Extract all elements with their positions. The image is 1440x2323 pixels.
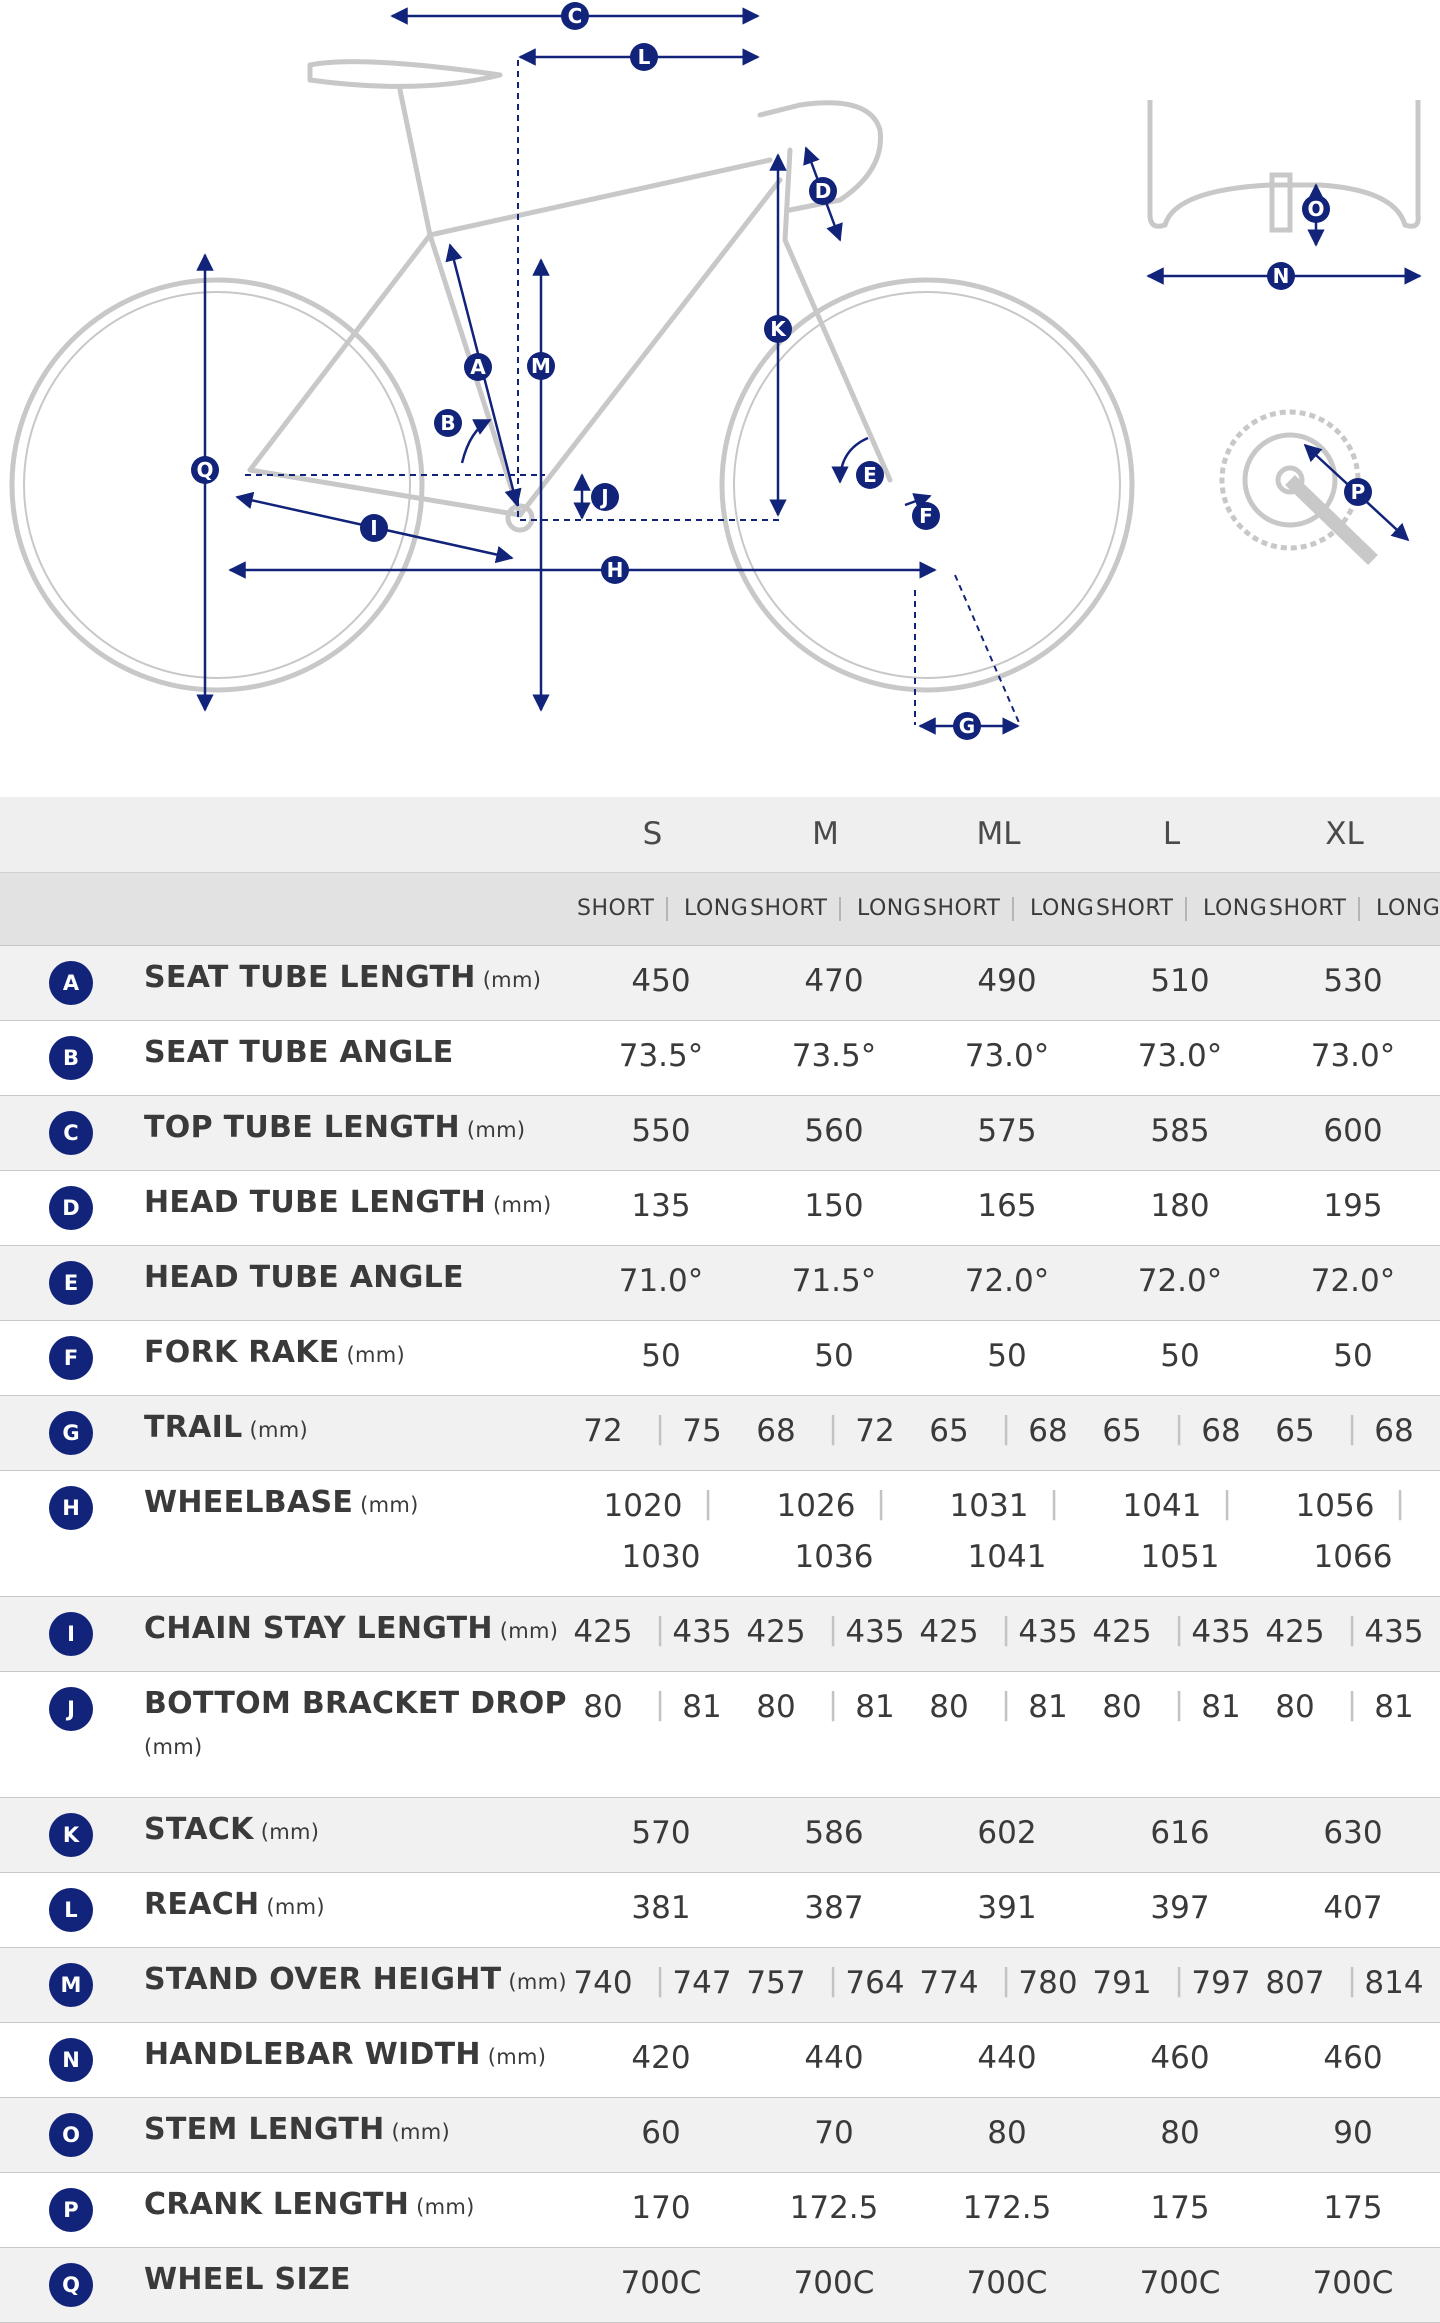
row-label	[144, 2187, 475, 2222]
cell-value: 65	[1275, 1413, 1315, 1449]
subheader-divider	[839, 897, 841, 921]
dimension-label-letter: C	[567, 4, 583, 28]
cell-value: 72.0°	[964, 1263, 1050, 1299]
cell-value: 73.5°	[791, 1038, 877, 1074]
cell-divider: |	[1173, 1411, 1185, 1446]
cell-value: 425	[1092, 1614, 1152, 1650]
cell-value: 1056	[1295, 1488, 1375, 1524]
size-header-s: S	[642, 816, 663, 852]
dimension-label-letter: L	[637, 45, 651, 69]
dimension-label-i	[360, 514, 388, 542]
dimension-label-letter: F	[919, 504, 933, 528]
cell-value: 1036	[794, 1539, 874, 1575]
dimension-label-letter: D	[814, 179, 832, 203]
cell-divider: |	[1173, 1612, 1185, 1647]
cell-value: 1020	[603, 1488, 683, 1524]
cell-value: 586	[804, 1815, 864, 1851]
cell-value: 1026	[776, 1488, 856, 1524]
dimension-label-letter: N	[1272, 264, 1290, 288]
cell-divider: |	[827, 1612, 839, 1647]
cell-value: 470	[804, 963, 864, 999]
cell-value: 72.0°	[1137, 1263, 1223, 1299]
cell-divider: |	[827, 1687, 839, 1722]
cell-divider: |	[654, 1687, 666, 1722]
dimension-label-letter: H	[606, 558, 624, 582]
cell-value: 172.5	[962, 2190, 1052, 2226]
dimension-label-letter: J	[601, 485, 609, 509]
row-letter-badge: G	[49, 1411, 93, 1455]
subheader-long: LONG	[1030, 896, 1095, 921]
cell-divider: |	[1000, 1687, 1012, 1722]
dimension-label-g	[953, 712, 981, 740]
reference-lines	[245, 60, 1020, 725]
cell-divider: |	[1000, 1963, 1012, 1998]
cell-divider: |	[1000, 1411, 1012, 1446]
row-label-text: SEAT TUBE LENGTH	[144, 960, 476, 995]
row-label	[144, 1110, 525, 1145]
row-label-text: CHAIN STAY LENGTH	[144, 1611, 493, 1646]
cell-divider: |	[654, 1411, 666, 1446]
cell-value: 460	[1323, 2040, 1383, 2076]
cell-value: 700C	[793, 2265, 875, 2301]
dimension-label-m	[527, 352, 555, 380]
row-letter-badge: I	[49, 1612, 93, 1656]
cell-value: 71.0°	[618, 1263, 704, 1299]
cell-divider: |	[1346, 1687, 1358, 1722]
cell-value: 510	[1150, 963, 1210, 999]
cell-value: 420	[631, 2040, 691, 2076]
cell-value: 791	[1092, 1965, 1152, 2001]
row-label	[144, 1260, 464, 1295]
cell-value: 460	[1150, 2040, 1210, 2076]
row-letter-badge: C	[49, 1111, 93, 1155]
cell-value: 740	[573, 1965, 633, 2001]
cell-value: 435	[1191, 1614, 1251, 1650]
cell-divider: |	[1394, 1486, 1406, 1521]
cell-value: 1066	[1313, 1539, 1393, 1575]
geometry-rows	[0, 946, 1440, 2323]
cell-value: 435	[672, 1614, 732, 1650]
cell-value: 50	[987, 1338, 1027, 1374]
cell-value: 65	[929, 1413, 969, 1449]
cell-value: 50	[641, 1338, 681, 1374]
cell-value: 80	[1102, 1689, 1142, 1725]
subheader-short: SHORT	[750, 896, 828, 921]
cell-value: 780	[1018, 1965, 1078, 2001]
cell-value: 397	[1150, 1890, 1210, 1926]
cell-value: 630	[1323, 1815, 1383, 1851]
subheader-short: SHORT	[923, 896, 1001, 921]
row-letter-badge: B	[49, 1036, 93, 1080]
cell-divider: |	[1221, 1486, 1233, 1521]
cell-value: 550	[631, 1113, 691, 1149]
cell-value: 72	[855, 1413, 895, 1449]
dimension-label-letter: G	[958, 714, 976, 738]
subheader-short: SHORT	[1096, 896, 1174, 921]
dimension-label-d	[809, 177, 837, 205]
cell-value: 68	[756, 1413, 796, 1449]
cell-value: 407	[1323, 1890, 1383, 1926]
dimension-label-letter: K	[770, 317, 786, 341]
row-unit: (mm)	[144, 1735, 203, 1759]
cell-value: 435	[1018, 1614, 1078, 1650]
row-label	[144, 1686, 567, 1759]
geometry-row-k	[0, 1798, 1440, 1873]
cell-value: 757	[746, 1965, 806, 2001]
cell-value: 80	[756, 1689, 796, 1725]
subheader-long: LONG	[1203, 896, 1268, 921]
row-label-text: BOTTOM BRACKET DROP	[144, 1686, 567, 1721]
row-label	[144, 2112, 450, 2147]
cell-value: 381	[631, 1890, 691, 1926]
dimension-label-b	[434, 409, 462, 437]
cell-value: 575	[977, 1113, 1037, 1149]
cell-value: 73.0°	[1137, 1038, 1223, 1074]
geometry-row-m	[0, 1948, 1440, 2023]
geometry-row-a	[0, 946, 1440, 1021]
cell-divider: |	[1346, 1411, 1358, 1446]
size-header-l: L	[1162, 816, 1181, 852]
cell-value: 150	[804, 1188, 864, 1224]
subheader-long: LONG	[1376, 896, 1440, 921]
row-letter-badge: E	[49, 1261, 93, 1305]
cell-value: 65	[1102, 1413, 1142, 1449]
subheader-divider	[666, 897, 668, 921]
row-label-text: HANDLEBAR WIDTH	[144, 2037, 481, 2072]
cell-value: 68	[1374, 1413, 1414, 1449]
row-letter-badge: K	[49, 1813, 93, 1857]
row-unit: (mm)	[339, 1343, 406, 1367]
handlebar-inset-drawing	[1150, 100, 1418, 230]
cell-value: 195	[1323, 1188, 1383, 1224]
row-unit: (mm)	[501, 1970, 567, 1994]
dimension-label-a	[464, 353, 492, 381]
size-header-row	[0, 797, 1440, 873]
cell-value: 570	[631, 1815, 691, 1851]
size-header-ml: ML	[976, 816, 1021, 852]
subheader-long: LONG	[857, 896, 922, 921]
row-letter-badge: M	[49, 1963, 93, 2007]
geometry-row-d	[0, 1171, 1440, 1246]
short-long-header-row	[0, 873, 1440, 946]
cell-value: 797	[1191, 1965, 1251, 2001]
row-label-text: SEAT TUBE ANGLE	[144, 1035, 454, 1070]
row-letter-badge: D	[49, 1186, 93, 1230]
row-label	[144, 2037, 546, 2072]
dimension-label-letter: O	[1307, 197, 1325, 221]
geometry-row-l	[0, 1873, 1440, 1948]
cell-value: 50	[1160, 1338, 1200, 1374]
row-label	[144, 1035, 454, 1070]
cell-value: 700C	[1139, 2265, 1221, 2301]
cell-value: 425	[746, 1614, 806, 1650]
dimension-label-f	[912, 502, 940, 530]
geometry-row-g	[0, 1396, 1440, 1471]
cell-value: 425	[919, 1614, 979, 1650]
row-unit: (mm)	[384, 2120, 451, 2144]
row-label-text: WHEEL SIZE	[144, 2262, 351, 2297]
cell-value: 80	[1160, 2115, 1200, 2151]
cell-value: 1041	[1122, 1488, 1202, 1524]
dimension-label-p	[1344, 478, 1372, 506]
cell-value: 81	[1028, 1689, 1068, 1725]
cell-value: 774	[919, 1965, 979, 2001]
row-letter-badge: N	[49, 2038, 93, 2082]
row-label	[144, 1887, 325, 1922]
cell-value: 1051	[1140, 1539, 1220, 1575]
cell-value: 435	[1364, 1614, 1424, 1650]
cell-value: 90	[1333, 2115, 1373, 2151]
row-unit: (mm)	[409, 2195, 475, 2219]
dimension-label-letter: M	[531, 354, 551, 378]
cell-value: 560	[804, 1113, 864, 1149]
cell-value: 600	[1323, 1113, 1383, 1149]
cell-value: 440	[804, 2040, 864, 2076]
cell-value: 73.0°	[964, 1038, 1050, 1074]
geometry-row-b	[0, 1021, 1440, 1096]
geometry-diagram	[0, 0, 1440, 790]
dimension-label-e	[856, 461, 884, 489]
dimension-label-c	[561, 2, 589, 30]
cell-value: 80	[583, 1689, 623, 1725]
dimension-label-letter: Q	[196, 458, 214, 482]
row-letter-badge: J	[49, 1687, 93, 1731]
row-label-text: STEM LENGTH	[144, 2112, 385, 2147]
cell-divider: |	[654, 1612, 666, 1647]
row-letter-badge: F	[49, 1336, 93, 1380]
row-letter-badge: L	[49, 1888, 93, 1932]
geometry-row-h	[0, 1471, 1440, 1597]
cell-value: 170	[631, 2190, 691, 2226]
geometry-row-i	[0, 1597, 1440, 1672]
row-label	[144, 1812, 319, 1847]
cell-value: 135	[631, 1188, 691, 1224]
cell-value: 1031	[949, 1488, 1029, 1524]
row-label-text: STACK	[144, 1812, 254, 1847]
cell-value: 490	[977, 963, 1037, 999]
subheader-short: SHORT	[1269, 896, 1347, 921]
cell-value: 165	[977, 1188, 1037, 1224]
cell-value: 172.5	[789, 2190, 879, 2226]
cell-value: 425	[573, 1614, 633, 1650]
cell-value: 602	[977, 1815, 1037, 1851]
cell-value: 440	[977, 2040, 1037, 2076]
row-label	[144, 1410, 308, 1445]
cell-value: 425	[1265, 1614, 1325, 1650]
subheader-long: LONG	[684, 896, 749, 921]
cell-value: 1041	[967, 1539, 1047, 1575]
row-label	[144, 1962, 567, 1997]
cell-value: 68	[1201, 1413, 1241, 1449]
dimension-label-letter: E	[863, 463, 877, 487]
cell-value: 175	[1323, 2190, 1383, 2226]
geometry-row-p	[0, 2173, 1440, 2248]
subheader-short: SHORT	[577, 896, 655, 921]
cell-value: 700C	[1312, 2265, 1394, 2301]
cell-value: 73.5°	[618, 1038, 704, 1074]
cell-value: 807	[1265, 1965, 1325, 2001]
cell-value: 60	[641, 2115, 681, 2151]
cell-divider: |	[702, 1486, 714, 1521]
dimension-label-o	[1302, 195, 1330, 223]
cell-divider: |	[1000, 1612, 1012, 1647]
cell-value: 700C	[620, 2265, 702, 2301]
cell-value: 585	[1150, 1113, 1210, 1149]
cell-value: 75	[682, 1413, 722, 1449]
cell-divider: |	[875, 1486, 887, 1521]
cell-value: 81	[682, 1689, 722, 1725]
row-unit: (mm)	[492, 1619, 559, 1643]
row-letter-badge: Q	[49, 2263, 93, 2307]
cell-value: 747	[672, 1965, 732, 2001]
row-label	[144, 1611, 558, 1646]
cell-value: 72.0°	[1310, 1263, 1396, 1299]
cell-value: 175	[1150, 2190, 1210, 2226]
cell-value: 764	[845, 1965, 905, 2001]
cell-value: 80	[987, 2115, 1027, 2151]
row-label-text: WHEELBASE	[144, 1485, 354, 1520]
cell-value: 1030	[621, 1539, 701, 1575]
cell-divider: |	[654, 1963, 666, 1998]
cell-value: 72	[583, 1413, 623, 1449]
cell-value: 616	[1150, 1815, 1210, 1851]
subheader-divider	[1358, 897, 1360, 921]
row-label-text: HEAD TUBE LENGTH	[144, 1185, 486, 1220]
cell-value: 814	[1364, 1965, 1424, 2001]
row-unit: (mm)	[480, 2045, 547, 2069]
dimension-label-q	[191, 456, 219, 484]
geometry-row-q	[0, 2248, 1440, 2323]
cell-divider: |	[1346, 1612, 1358, 1647]
size-header-xl: XL	[1325, 816, 1364, 852]
geometry-row-o	[0, 2098, 1440, 2173]
subheader-divider	[1012, 897, 1014, 921]
row-label	[144, 1485, 419, 1520]
dimension-label-j	[591, 483, 619, 511]
dimension-label-k	[764, 315, 792, 343]
cell-divider: |	[827, 1411, 839, 1446]
row-unit: (mm)	[485, 1193, 552, 1217]
cell-value: 70	[814, 2115, 854, 2151]
cell-value: 71.5°	[791, 1263, 877, 1299]
dimension-label-letter: B	[440, 411, 456, 435]
cell-divider: |	[1173, 1963, 1185, 1998]
row-unit: (mm)	[259, 1895, 325, 1919]
dimension-label-h	[601, 556, 629, 584]
cell-divider: |	[1346, 1963, 1358, 1998]
row-label	[144, 960, 541, 995]
row-label-text: TRAIL	[144, 1410, 243, 1445]
geometry-row-f	[0, 1321, 1440, 1396]
row-unit: (mm)	[253, 1820, 320, 1844]
dimension-label-l	[630, 43, 658, 71]
row-label-text: FORK RAKE	[144, 1335, 340, 1370]
cell-divider: |	[1173, 1687, 1185, 1722]
row-label-text: REACH	[144, 1887, 260, 1922]
row-letter-badge: A	[49, 961, 93, 1005]
geometry-row-j	[0, 1672, 1440, 1798]
dimension-label-letter: I	[370, 516, 378, 540]
row-letter-badge: P	[49, 2188, 93, 2232]
dimension-label-letter: P	[1350, 480, 1366, 504]
row-unit: (mm)	[475, 968, 542, 992]
cell-value: 50	[1333, 1338, 1373, 1374]
geometry-row-n	[0, 2023, 1440, 2098]
cell-value: 435	[845, 1614, 905, 1650]
size-header-m: M	[812, 816, 839, 852]
row-letter-badge: O	[49, 2113, 93, 2157]
geometry-row-e	[0, 1246, 1440, 1321]
dimension-label-n	[1267, 262, 1295, 290]
row-unit: (mm)	[353, 1493, 419, 1517]
cell-value: 387	[804, 1890, 864, 1926]
cell-divider: |	[1048, 1486, 1060, 1521]
geometry-row-c	[0, 1096, 1440, 1171]
cell-value: 81	[855, 1689, 895, 1725]
cell-value: 80	[929, 1689, 969, 1725]
geometry-table	[0, 797, 1440, 2323]
cell-value: 80	[1275, 1689, 1315, 1725]
row-label	[144, 1335, 405, 1370]
row-label	[144, 1185, 551, 1220]
row-label-text: TOP TUBE LENGTH	[144, 1110, 460, 1145]
dimension-label-letter: A	[470, 355, 486, 379]
row-unit: (mm)	[242, 1418, 309, 1442]
cell-value: 180	[1150, 1188, 1210, 1224]
row-unit: (mm)	[459, 1118, 526, 1142]
row-label-text: STAND OVER HEIGHT	[144, 1962, 502, 1997]
cell-value: 81	[1374, 1689, 1414, 1725]
cell-divider: |	[827, 1963, 839, 1998]
cell-value: 73.0°	[1310, 1038, 1396, 1074]
cell-value: 530	[1323, 963, 1383, 999]
row-label-text: HEAD TUBE ANGLE	[144, 1260, 464, 1295]
row-label-text: CRANK LENGTH	[144, 2187, 410, 2222]
cell-value: 68	[1028, 1413, 1068, 1449]
row-letter-badge: H	[49, 1486, 93, 1530]
cell-value: 700C	[966, 2265, 1048, 2301]
cell-value: 50	[814, 1338, 854, 1374]
cell-value: 450	[631, 963, 691, 999]
cell-value: 81	[1201, 1689, 1241, 1725]
cell-value: 391	[977, 1890, 1037, 1926]
subheader-divider	[1185, 897, 1187, 921]
row-label	[144, 2262, 351, 2297]
